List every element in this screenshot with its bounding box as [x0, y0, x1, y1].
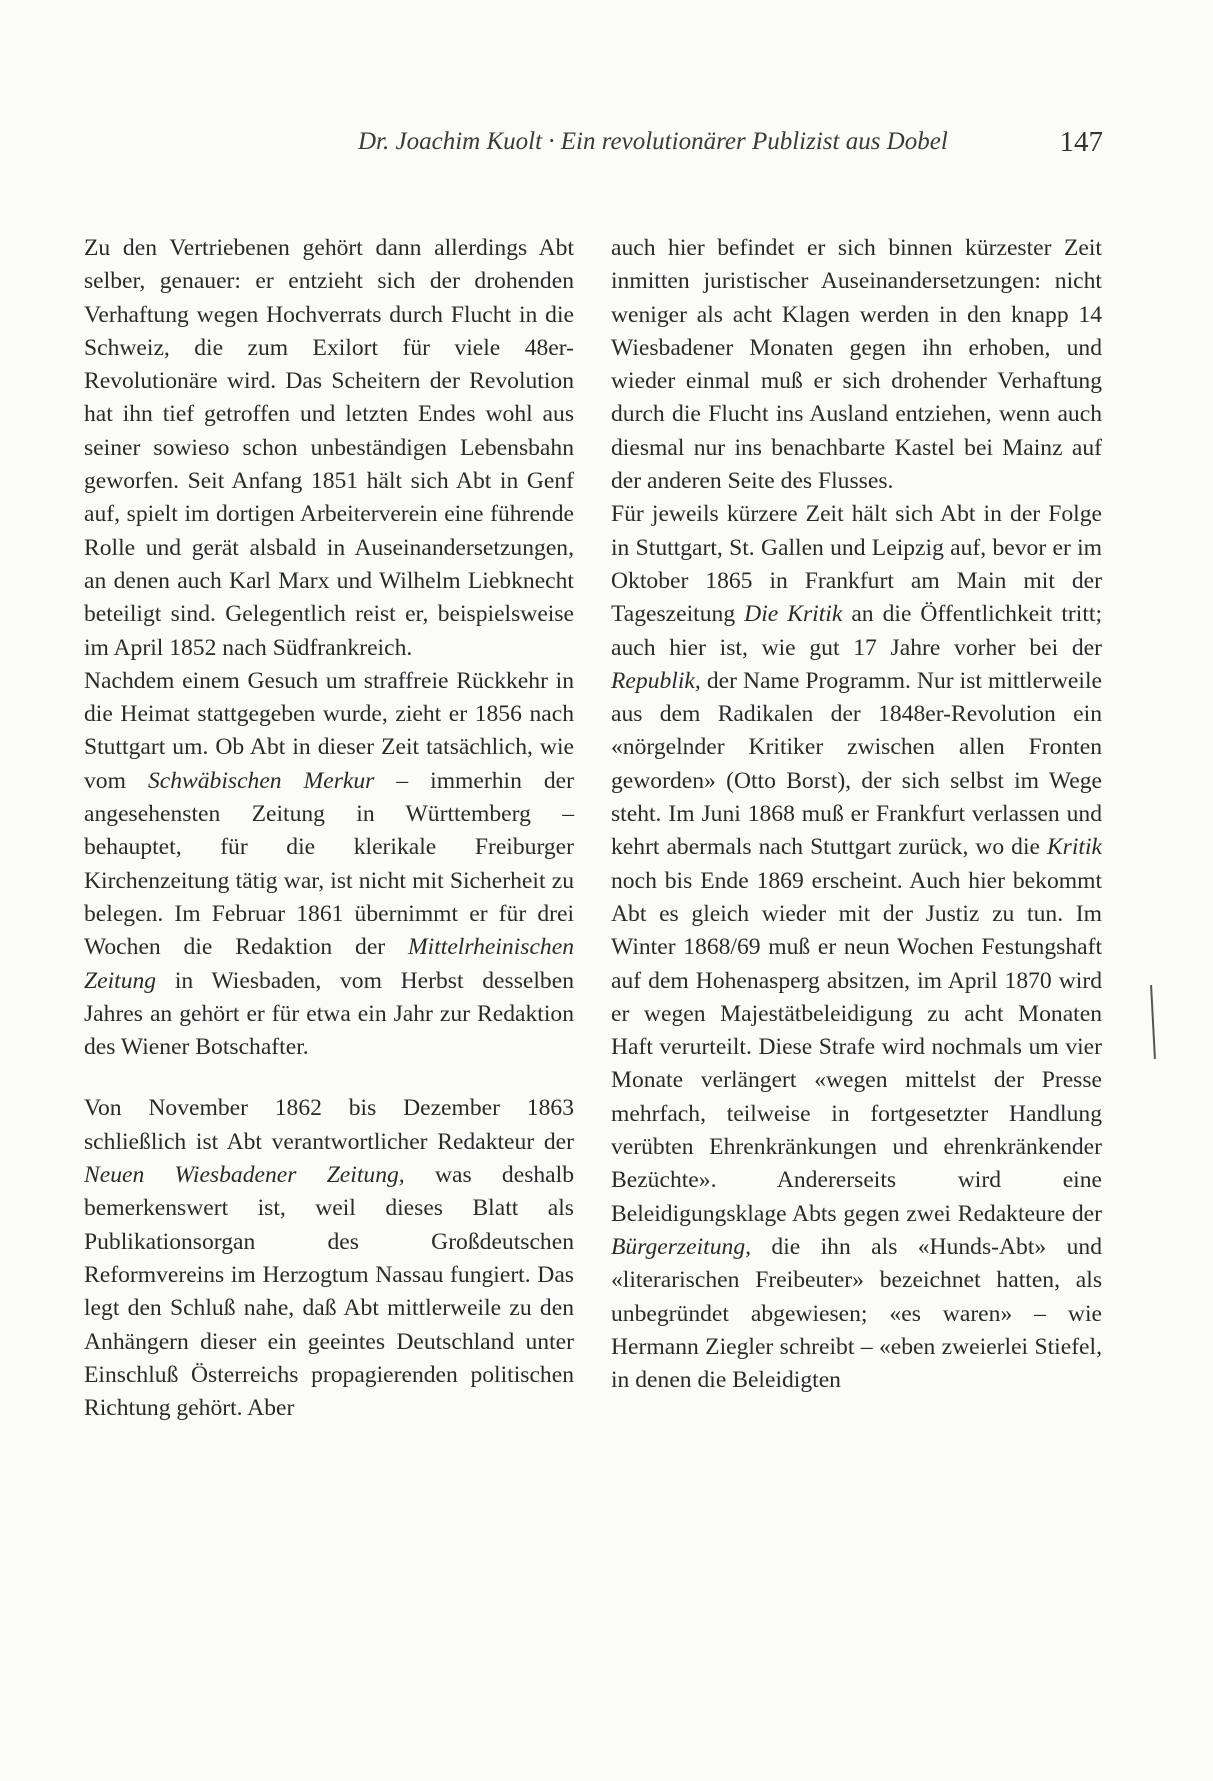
text-run: was deshalb bemerkenswert ist, weil dieses Blatt als Publikationsorgan des Großdeutschen Reformvereins im Herzogtum Nassau fungiert. Das legt den Schluß nahe, daß Abt mittlerweile zu den Anhängern dieser ein geeintes Deutschland unter Einschluß Österreichs propagierenden politischen Richtung gehört. Aber: [84, 1162, 574, 1422]
text-run: noch bis Ende 1869 erscheint. Auch hier bekommt Abt es gleich wieder mit der Justiz zu tun. Im Winter 1868/69 muß er neun Wochen Festungshaft auf dem Hohenasperg absitzen, im April 1870 wird er wegen Majestätbeleidigung zu acht Monaten Haft verurteilt. Diese Strafe wird nochmals um vier Monate verlängert «wegen mittelst der Presse mehrfach, teilweise in fortgesetzter Handlung verübten Ehrenkränkungen und ehrenkränkender Bezüchte». Andererseits wird eine Beleidigungsklage Abts gegen zwei Redakteure der: [611, 867, 1102, 1227]
italic-title: Bürgerzeitung,: [611, 1233, 752, 1260]
text-run: die ihn als «Hunds-Abt» und «literarischen Freibeuter» bezeichnet hatten, als unbegründet abgewiesen; «es waren» – wie Hermann Ziegler schreibt – «eben zweierlei Stiefel, in denen die Beleidigten: [611, 1233, 1102, 1394]
paragraph: [84, 1092, 574, 1425]
italic-title: Schwäbischen Merkur: [147, 767, 375, 794]
text-run: – immerhin der angesehensten Zeitung in Württemberg – behauptet, für die klerikale Freiburger Kirchenzeitung tätig war, ist nicht mit Sicherheit zu belegen. Im Februar 1861 übernimmt er für drei Wochen die Redaktion der: [84, 767, 574, 961]
left-column: [84, 232, 574, 1425]
italic-title: Neuen Wiesbadener Zeitung,: [84, 1162, 405, 1189]
margin-mark: [1150, 985, 1156, 1059]
paragraph: [611, 498, 1102, 1397]
running-title: Dr. Joachim Kuolt · Ein revolutionärer Publizist aus Dobel: [358, 128, 948, 155]
italic-title: Die Kritik: [744, 601, 843, 628]
paragraph: [84, 232, 574, 665]
text-run: an die Öffentlichkeit tritt; auch hier ist, wie gut 17 Jahre vorher bei der: [611, 601, 1102, 661]
italic-title: Mittelrheinischen Zeitung: [84, 934, 574, 994]
text-run: auch hier befindet er sich binnen kürzester Zeit inmitten juristischer Auseinandersetzungen: nicht weniger als acht Klagen werden in den knapp 14 Wiesbadener Monaten gegen ihn erhoben, und wieder einmal muß er sich drohender Verhaftung durch die Flucht ins Ausland entziehen, wenn auch diesmal nur ins benachbarte Kastel bei Mainz auf der anderen Seite des Flusses.: [611, 235, 1102, 495]
text-run: in Wiesbaden, vom Herbst desselben Jahres an gehört er für etwa ein Jahr zur Redaktion des Wiener Botschafter.: [84, 967, 574, 1061]
italic-title: Kritik: [1046, 834, 1102, 861]
text-run: Von November 1862 bis Dezember 1863 schließlich ist Abt verantwortlicher Redakteur der: [84, 1095, 574, 1155]
text-run: Für jeweils kürzere Zeit hält sich Abt in der Folge in Stuttgart, St. Gallen und Leipzig auf, bevor er im Oktober 1865 in Frankfurt am Main mit der Tageszeitung: [611, 501, 1102, 628]
italic-title: Republik,: [611, 667, 701, 694]
text-run: der Name Programm. Nur ist mittlerweile aus dem Radikalen der 1848er-Revolution ein «nörgelnder Kritiker zwischen allen Fronten geworden» (Otto Borst), der sich selbst im Wege steht. Im Juni 1868 muß er Frankfurt verlassen und kehrt abermals nach Stuttgart zurück, wo die: [611, 667, 1102, 861]
text-run: Nachdem einem Gesuch um straffreie Rückkehr in die Heimat stattgegeben wurde, zieht er 1856 nach Stuttgart um. Ob Abt in dieser Zeit tatsächlich, wie vom: [84, 667, 574, 794]
paragraph: [84, 665, 574, 1065]
paragraph: [611, 232, 1102, 498]
right-column: [611, 232, 1102, 1397]
page-number: 147: [1059, 126, 1103, 158]
running-header: [358, 126, 1103, 166]
text-run: Zu den Vertriebenen gehört dann allerdings Abt selber, genauer: er entzieht sich der drohenden Verhaftung wegen Hochverrats durch Flucht in die Schweiz, die zum Exilort für viele 48er-Revolutionäre wird. Das Scheitern der Revolution hat ihn tief getroffen und letzten Endes wohl aus seiner sowieso schon unbeständigen Lebensbahn geworfen. Seit Anfang 1851 hält sich Abt in Genf auf, spielt im dortigen Arbeiterverein eine führende Rolle und gerät alsbald in Auseinandersetzungen, an denen auch Karl Marx und Wilhelm Liebknecht beteiligt sind. Gelegentlich reist er, beispielsweise im April 1852 nach Südfrankreich.: [84, 235, 574, 661]
